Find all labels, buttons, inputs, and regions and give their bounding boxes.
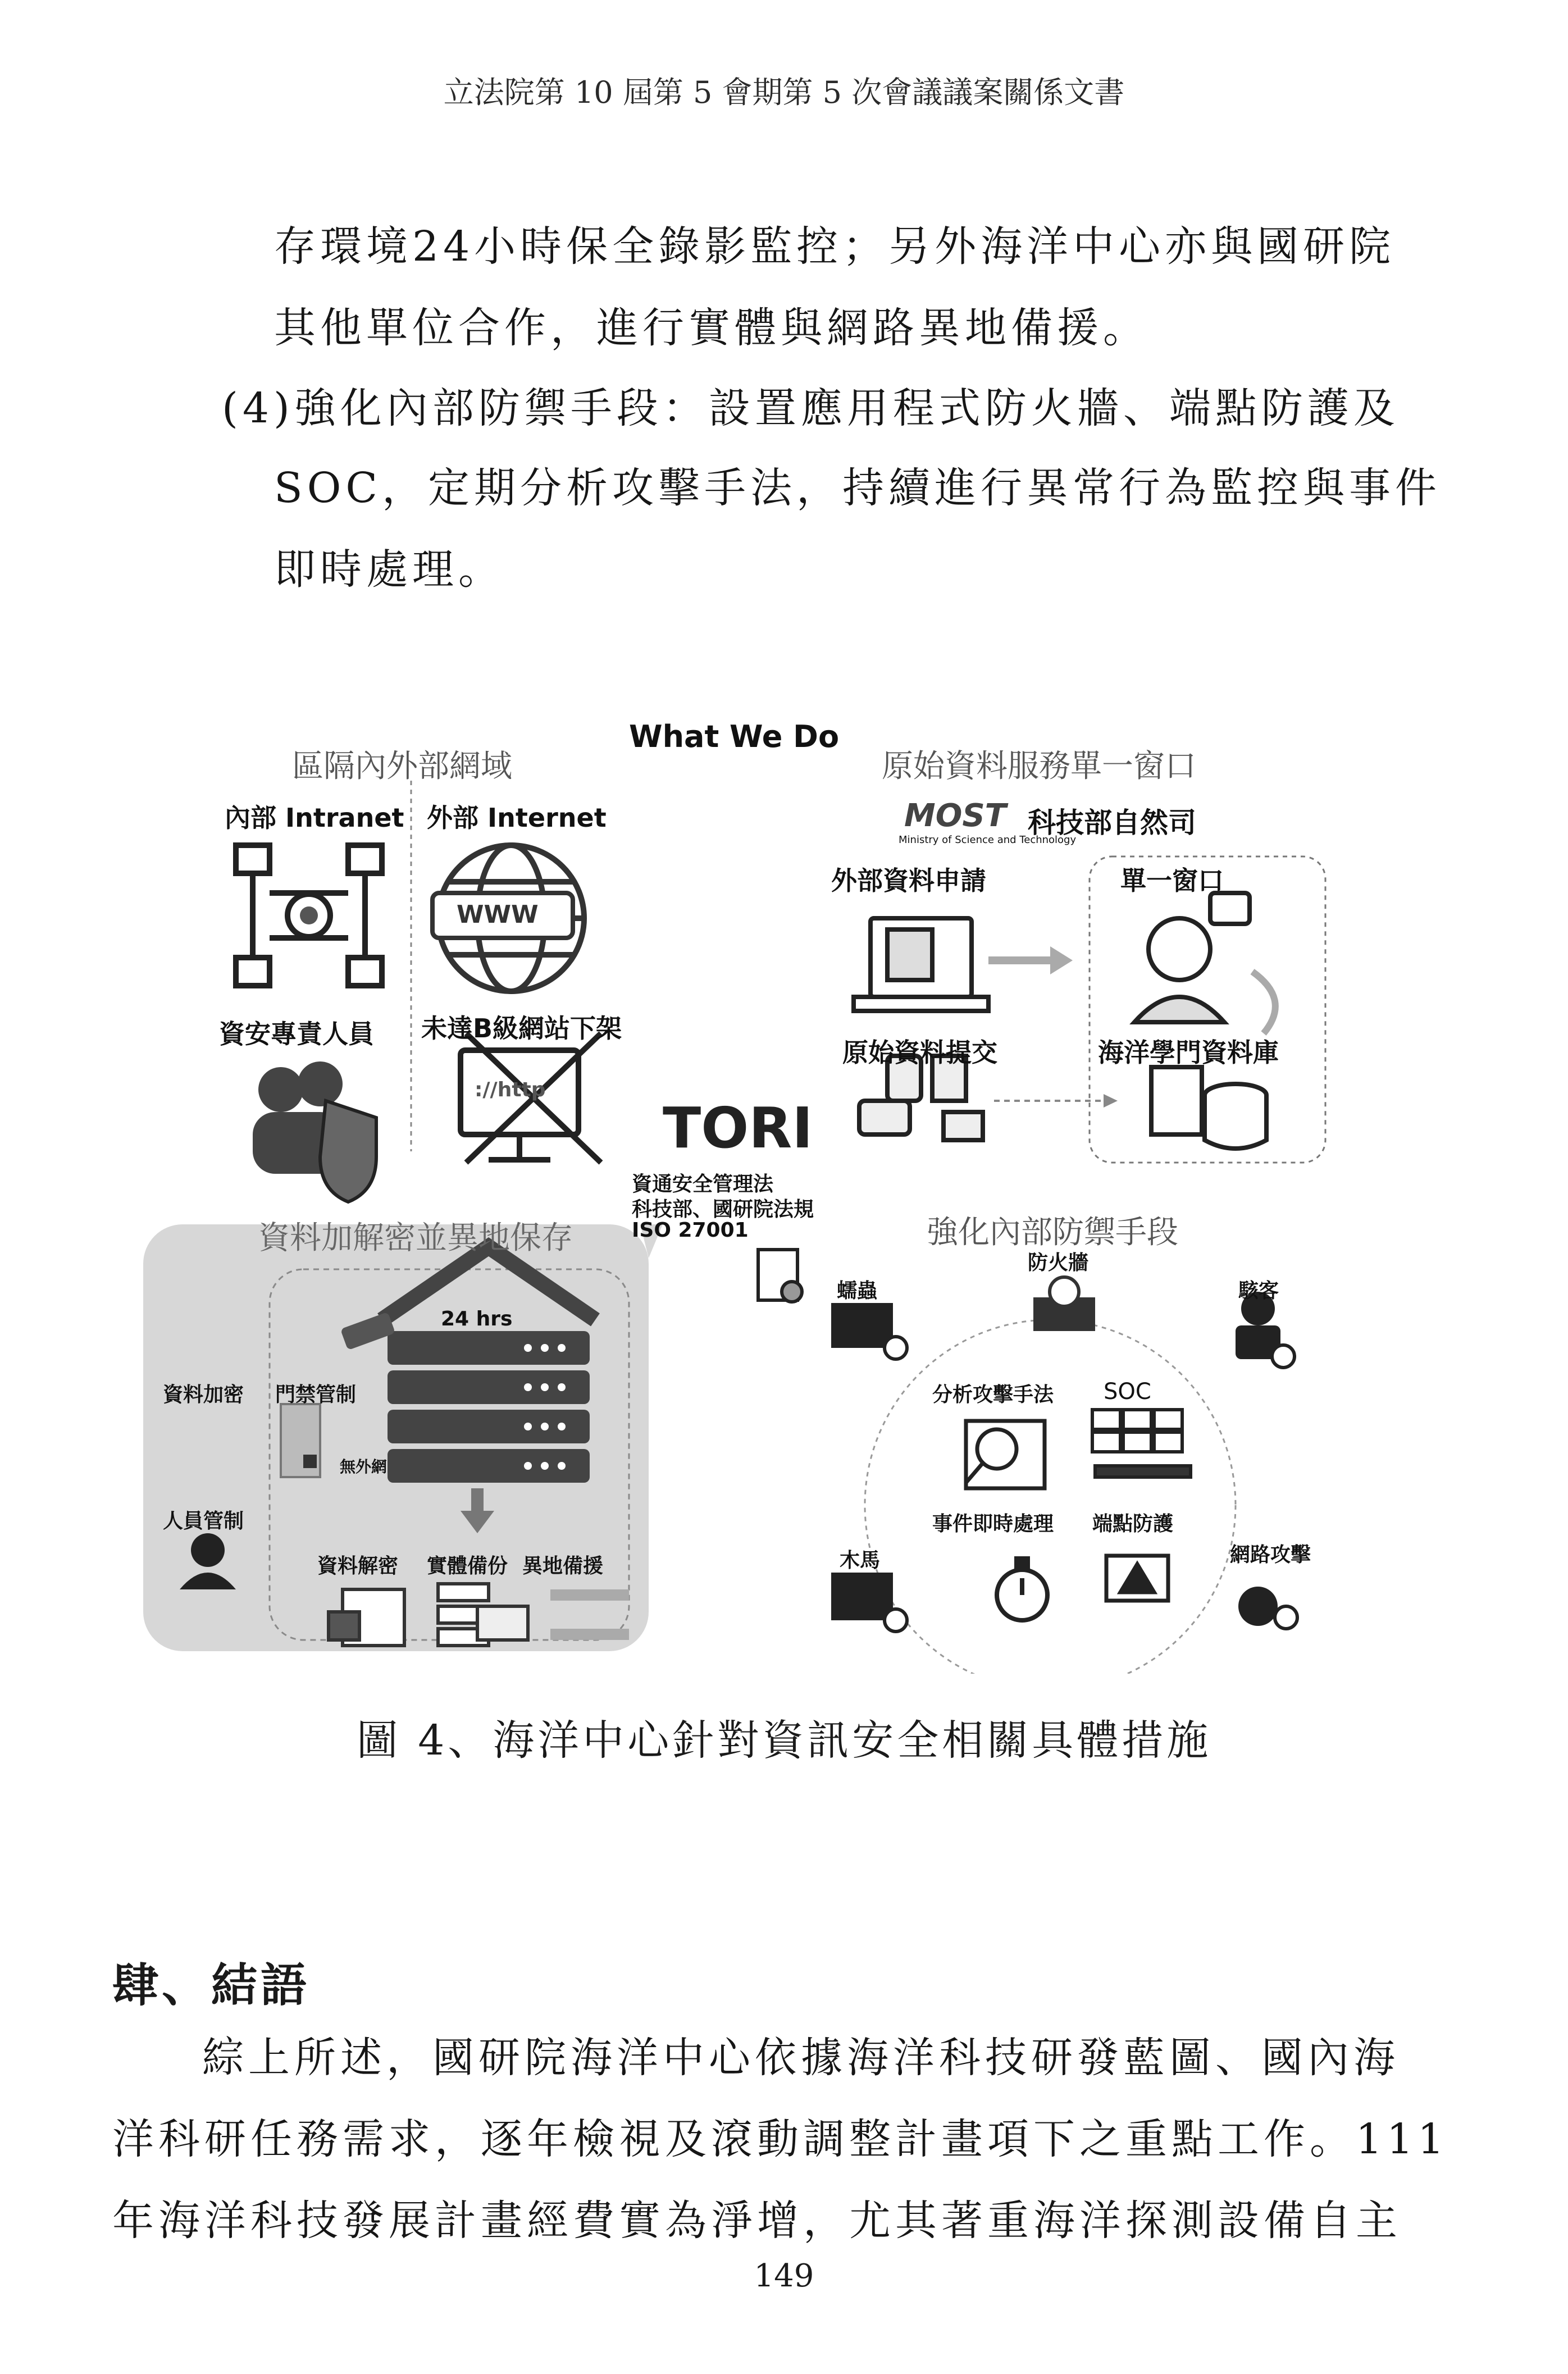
analysis-label: 分析攻擊手法 — [932, 1383, 1054, 1406]
trojan-label: 木馬 — [840, 1549, 881, 1572]
door-icon — [281, 1404, 320, 1477]
submit-label: 原始資料提交 — [842, 1037, 997, 1068]
center-item-1: 資通安全管理法 — [632, 1173, 774, 1196]
most-subtitle: Ministry of Science and Technology — [899, 834, 1077, 846]
attack-label: 網路攻擊 — [1230, 1543, 1311, 1566]
return-arrow — [1252, 972, 1275, 1033]
section-heading: 肆、結語 — [112, 1958, 311, 2012]
encrypt-section-title: 資料加解密並異地保存 — [258, 1220, 573, 1256]
database-icon — [1151, 1067, 1266, 1149]
body-line-2: 其他單位合作，進行實體與網路異地備援。 — [274, 304, 1149, 352]
apply-laptop-icon — [854, 918, 988, 1011]
figure-caption: 圖 4、海洋中心針對資訊安全相關具體措施 — [356, 1716, 1212, 1765]
policy-document-icon — [758, 1250, 802, 1302]
apply-arrow-head — [1050, 946, 1073, 974]
staff-icon — [253, 1061, 376, 1202]
conclusion-line-2: 洋科研任務需求，逐年檢視及滾動調整計畫項下之重點工作。111 — [112, 2115, 1449, 2163]
worm-icon — [831, 1303, 907, 1359]
no-network-label: 無外網 — [340, 1457, 388, 1476]
tori-logo: TORI — [663, 1095, 813, 1161]
endpoint-warning-icon — [1106, 1556, 1168, 1601]
center-item-3: ISO 27001 — [632, 1219, 749, 1242]
support-agent-icon — [1134, 893, 1250, 1022]
network-attack-icon — [1238, 1587, 1297, 1629]
conclusion-line-1: 綜上所述，國研院海洋中心依據海洋科技研發藍圖、國內海 — [202, 2034, 1400, 2082]
most-logo: MOST — [904, 798, 1006, 834]
intranet-label: 內部 Intranet — [225, 803, 404, 833]
center-item-2: 科技部、國研院法規 — [632, 1198, 814, 1221]
soc-label: SOC — [1104, 1379, 1151, 1405]
body-line-5: 即時處理。 — [274, 545, 504, 594]
soc-icon — [1092, 1410, 1191, 1477]
decrypt-label: 資料解密 — [317, 1555, 399, 1578]
apply-label: 外部資料申請 — [831, 865, 986, 896]
worm-label: 蠕蟲 — [837, 1279, 878, 1302]
database-label: 海洋學門資料庫 — [1098, 1037, 1279, 1068]
incident-label: 事件即時處理 — [932, 1512, 1054, 1535]
www-label: WWW — [457, 900, 539, 929]
figure-title: What We Do — [629, 719, 840, 754]
backup-label: 實體備份 — [427, 1555, 508, 1578]
takedown-label: 未達B級網站下架 — [421, 1013, 622, 1044]
body-line-1: 存環境24小時保全錄影監控；另外海洋中心亦與國研院 — [274, 222, 1396, 271]
hours-label: 24 hrs — [441, 1307, 513, 1330]
personnel-label: 人員管制 — [163, 1510, 244, 1533]
endpoint-label: 端點防護 — [1092, 1512, 1174, 1535]
access-label: 門禁管制 — [275, 1383, 357, 1406]
body-line-4: SOC，定期分析攻擊手法，持續進行異常行為監控與事件 — [274, 464, 1441, 512]
net-section-title: 區隔內外部網域 — [292, 748, 512, 785]
most-name: 科技部自然司 — [1028, 806, 1196, 839]
intranet-icon — [236, 845, 382, 986]
analysis-icon — [966, 1421, 1045, 1488]
stopwatch-icon — [997, 1559, 1047, 1620]
defense-section-title: 強化內部防禦手段 — [927, 1214, 1178, 1251]
page-number: 149 — [754, 2258, 814, 2294]
defense-circle — [865, 1320, 1236, 1674]
conclusion-line-3: 年海洋科技發展計畫經費實為淨增，尤其著重海洋探測設備自主 — [112, 2197, 1402, 2245]
firewall-label: 防火牆 — [1028, 1251, 1089, 1274]
staff-label: 資安專責人員 — [219, 1019, 374, 1049]
encrypt-label: 資料加密 — [163, 1383, 244, 1406]
body-line-3: (4)強化內部防禦手段：設置應用程式防火牆、端點防護及 — [222, 384, 1400, 432]
firewall-icon — [1033, 1277, 1095, 1331]
offsite-label: 異地備援 — [522, 1555, 604, 1578]
hacker-label: 駭客 — [1238, 1279, 1279, 1302]
http-label: ://http — [475, 1078, 546, 1101]
page-header: 立法院第 10 屆第 5 會期第 5 次會議議案關係文書 — [443, 75, 1125, 110]
trojan-icon — [831, 1573, 907, 1632]
window-label: 單一窗口 — [1120, 865, 1224, 896]
security-measures-figure — [140, 708, 1337, 1674]
service-section-title: 原始資料服務單一窗口 — [882, 748, 1196, 785]
internet-label: 外部 Internet — [427, 803, 607, 833]
submit-arrow-head — [1104, 1094, 1118, 1108]
